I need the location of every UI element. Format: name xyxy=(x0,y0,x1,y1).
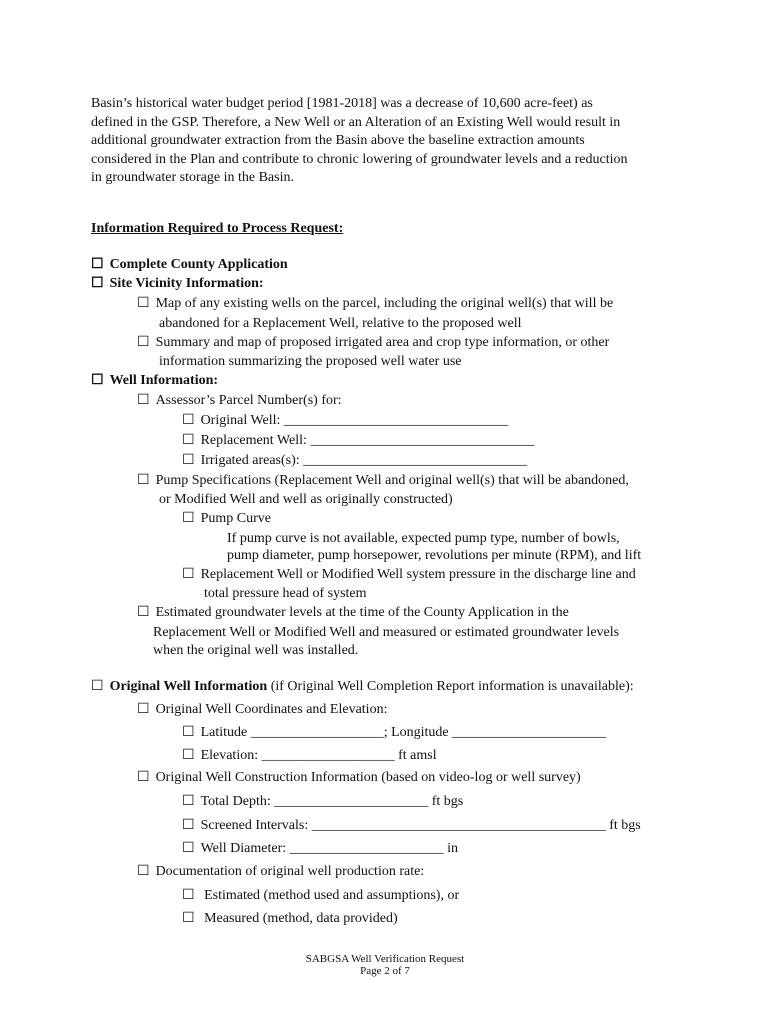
checkbox[interactable]: ☐ xyxy=(137,864,150,879)
checkbox[interactable]: ☐ xyxy=(182,511,195,526)
item-label: Latitude ___________________; Longitude ______________________ xyxy=(200,725,607,740)
item-label: Original Well: ________________________________ xyxy=(200,413,508,428)
item-apn xyxy=(137,392,342,410)
item-gw-levels-cont: Replacement Well or Modified Well and measured or estimated groundwater levels xyxy=(153,625,620,640)
footer-title: SABGSA Well Verification Request xyxy=(305,953,465,965)
item-label: Original Well Information xyxy=(109,679,268,694)
checkbox[interactable]: ☐ xyxy=(182,748,195,763)
item-system-pressure xyxy=(182,566,636,584)
item-production-doc xyxy=(137,863,424,881)
item-label: Site Vicinity Information: xyxy=(109,276,264,291)
checkbox[interactable]: ☐ xyxy=(91,257,104,272)
item-pump-specs xyxy=(137,472,629,490)
checkbox[interactable]: ☐ xyxy=(182,413,195,428)
checkbox[interactable]: ☐ xyxy=(137,296,150,311)
pump-curve-note: If pump curve is not available, expected pump type, number of bowls, xyxy=(227,531,620,546)
item-construction xyxy=(137,769,581,787)
item-gw-levels xyxy=(137,604,569,622)
item-estimated xyxy=(182,887,459,905)
item-label: Complete County Application xyxy=(109,257,288,272)
item-label: Screened Intervals: __________________________________________ ft bgs xyxy=(200,818,641,833)
item-replacement-well-apn xyxy=(182,432,534,450)
item-coords xyxy=(137,701,387,719)
item-system-pressure-cont: total pressure head of system xyxy=(204,586,367,601)
item-label: Documentation of original well production rate: xyxy=(155,864,425,879)
section-heading: Information Required to Process Request: xyxy=(91,221,344,236)
item-label: Summary and map of proposed irrigated area and crop type information, or other xyxy=(155,335,610,350)
item-label: Well Information: xyxy=(109,373,219,388)
intro-paragraph xyxy=(91,95,691,188)
item-gw-levels-cont2: when the original well was installed. xyxy=(153,643,359,658)
item-label: Well Diameter: ______________________ in xyxy=(200,841,459,856)
pump-curve-note-cont: pump diameter, pump horsepower, revolutions per minute (RPM), and lift xyxy=(227,548,642,563)
item-lat-long xyxy=(182,724,606,742)
checkbox[interactable]: ☐ xyxy=(137,473,150,488)
checkbox[interactable]: ☐ xyxy=(137,393,150,408)
item-label: Original Well Construction Information (based on video-log or well survey) xyxy=(155,770,581,785)
item-original-well-information xyxy=(91,678,634,696)
item-screened-intervals xyxy=(182,817,641,835)
checkbox[interactable]: ☐ xyxy=(91,373,104,388)
item-label: Measured (method, data provided) xyxy=(200,911,398,926)
item-summary-map xyxy=(137,334,609,352)
item-label: Map of any existing wells on the parcel, including the original well(s) that will be xyxy=(155,296,614,311)
item-label: Irrigated areas(s): ________________________________ xyxy=(200,453,528,468)
item-label: Assessor’s Parcel Number(s) for: xyxy=(155,393,342,408)
intro-line: Basin’s historical water budget period [1981-2018] was a decrease of 10,600 acre-feet) as xyxy=(91,96,593,111)
checkbox[interactable]: ☐ xyxy=(137,770,150,785)
checkbox[interactable]: ☐ xyxy=(182,818,195,833)
item-measured xyxy=(182,910,398,928)
item-pump-curve xyxy=(182,510,271,528)
checkbox[interactable]: ☐ xyxy=(182,453,195,468)
footer-page-number: Page 2 of 7 xyxy=(360,965,410,977)
checkbox[interactable]: ☐ xyxy=(137,605,150,620)
item-elevation xyxy=(182,747,437,765)
item-summary-map-cont: information summarizing the proposed well water use xyxy=(159,354,462,369)
intro-line: defined in the GSP. Therefore, a New Well or an Alteration of an Existing Well would result in xyxy=(91,114,621,130)
checkbox[interactable]: ☐ xyxy=(182,794,195,809)
item-pump-specs-cont: or Modified Well and well as originally constructed) xyxy=(159,492,453,507)
intro-line: considered in the Plan and contribute to chronic lowering of groundwater levels and a reduction xyxy=(91,151,628,167)
item-well-information xyxy=(91,372,218,390)
checkbox[interactable]: ☐ xyxy=(182,567,195,582)
item-label: Elevation: ___________________ ft amsl xyxy=(200,748,437,763)
item-label: Total Depth: ______________________ ft bgs xyxy=(200,794,464,809)
item-label: Replacement Well: ________________________________ xyxy=(200,433,535,448)
checkbox[interactable]: ☐ xyxy=(137,335,150,350)
item-well-diameter xyxy=(182,840,458,858)
item-site-vicinity xyxy=(91,275,264,293)
item-label: Estimated groundwater levels at the time of the County Application in the xyxy=(155,605,569,620)
intro-line: additional groundwater extraction from the Basin above the baseline extraction amounts xyxy=(91,133,585,148)
checkbox[interactable]: ☐ xyxy=(182,841,195,856)
item-irrigated-areas-apn xyxy=(182,452,527,470)
intro-line: in groundwater storage in the Basin. xyxy=(91,170,294,185)
item-total-depth xyxy=(182,793,463,811)
item-original-well-apn xyxy=(182,412,508,430)
checkbox[interactable]: ☐ xyxy=(182,911,195,926)
checkbox[interactable]: ☐ xyxy=(182,433,195,448)
checkbox[interactable]: ☐ xyxy=(137,702,150,717)
checkbox[interactable]: ☐ xyxy=(91,679,104,694)
checkbox[interactable]: ☐ xyxy=(91,276,104,291)
item-label: Original Well Coordinates and Elevation: xyxy=(155,702,388,717)
item-label: Estimated (method used and assumptions), or xyxy=(200,888,460,903)
checkbox[interactable]: ☐ xyxy=(182,888,195,903)
item-label: Pump Specifications (Replacement Well and original well(s) that will be abandoned, xyxy=(155,473,629,488)
item-map-wells-cont: abandoned for a Replacement Well, relative to the proposed well xyxy=(159,316,522,331)
item-complete-county-application xyxy=(91,256,288,274)
checkbox[interactable]: ☐ xyxy=(182,725,195,740)
item-map-wells xyxy=(137,295,613,313)
item-label: Pump Curve xyxy=(200,511,271,526)
item-label: Replacement Well or Modified Well system pressure in the discharge line and xyxy=(200,567,636,582)
item-label-rest: (if Original Well Completion Report information is unavailable): xyxy=(267,679,634,694)
